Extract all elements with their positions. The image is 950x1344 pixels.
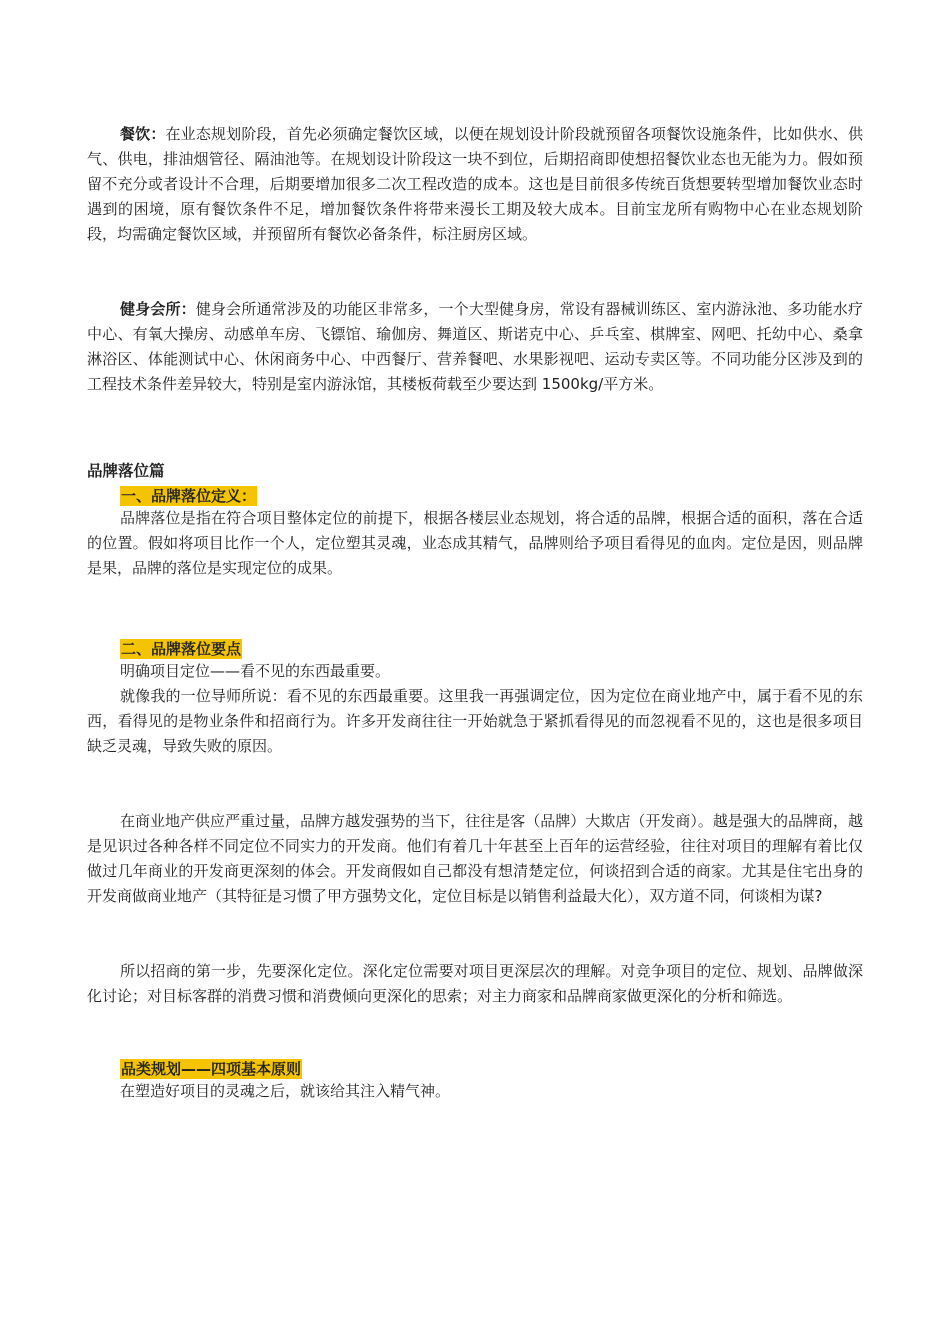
catering-body: 在业态规划阶段，首先必须确定餐饮区域，以便在规划设计阶段就预留各项餐饮设施条件，比如供水、供气、供电，排油烟管径、隔油池等。在规划设计阶段这一块不到位，后期招商即使想招餐饮业态也无能为力。假如预留不充分或者设计不合理，后期要增加很多二次工程改造的成本。这也是目前很多传统百货想要转型增加餐饮业态时遇到的困境，原有餐饮条件不足，增加餐饮条件将带来漫长工期及较大成本。目前宝龙所有购物中心在业态规划阶段，均需确定餐饮区域，并预留所有餐饮必备条件，标注厨房区域。 [87,125,863,243]
spacer [87,759,863,809]
spacer [87,581,863,631]
spacer [87,397,863,447]
points-line: 明确项目定位——看不见的东西最重要。 [120,662,391,680]
spacer [87,1009,863,1059]
document-page [87,122,863,1104]
section-title: 品牌落位篇 [87,462,165,480]
points-paragraph: 就像我的一位导师所说：看不见的东西最重要。这里我一再强调定位，因为定位在商业地产中，属于看不见的东西，看得见的是物业条件和招商行为。许多开发商往往一开始就急于紧抓看得见的而忽视看不见的，这也是很多项目缺乏灵魂，导致失败的原因。 [87,687,863,755]
fitness-paragraph [87,297,863,397]
spacer [87,247,863,297]
catering-lead: 餐饮： [120,125,166,143]
first-step-paragraph: 所以招商的第一步，先要深化定位。深化定位需要对项目更深层次的理解。对竞争项目的定位、规划、品牌做深化讨论；对目标客群的消费习惯和消费倾向更深化的思索；对主力商家和品牌商家做更深化的分析和筛选。 [87,962,863,1005]
category-heading: 品类规划——四项基本原则 [121,1060,302,1078]
catering-paragraph [87,122,863,247]
definition-heading: 一、品牌落位定义： [121,487,257,505]
points-heading: 二、品牌落位要点 [121,640,242,658]
category-line: 在塑造好项目的灵魂之后，就该给其注入精气神。 [120,1082,451,1100]
definition-paragraph: 品牌落位是指在符合项目整体定位的前提下，根据各楼层业态规划，将合适的品牌，根据合适的面积，落在合适的位置。假如将项目比作一个人，定位塑其灵魂，业态成其精气，品牌则给予项目看得见的血肉。定位是因，则品牌是果，品牌的落位是实现定位的成果。 [87,509,863,577]
spacer [87,909,863,959]
fitness-lead: 健身会所： [120,300,196,318]
market-paragraph: 在商业地产供应严重过量，品牌方越发强势的当下，往往是客（品牌）大欺店（开发商）。越是强大的品牌商，越是见识过各种各样不同定位不同实力的开发商。他们有着几十年甚至上百年的运营经验，往往对项目的理解有着比仅做过几年商业的开发商更深刻的体会。开发商假如自己都没有想清楚定位，何谈招到合适的商家。尤其是住宅出身的开发商做商业地产（其特征是习惯了甲方强势文化，定位目标是以销售利益最大化），双方道不同，何谈相为谋? [87,812,863,905]
fitness-body: 健身会所通常涉及的功能区非常多，一个大型健身房，常设有器械训练区、室内游泳池、多功能水疗中心、有氧大操房、动感单车房、飞镖馆、瑜伽房、舞道区、斯诺克中心、乒乓室、棋牌室、网吧、托幼中心、桑拿淋浴区、体能测试中心、休闲商务中心、中西餐厅、营养餐吧、水果影视吧、运动专卖区等。不同功能分区涉及到的工程技术条件差异较大，特别是室内游泳馆，其楼板荷载至少要达到 1500kg/平方米。 [87,300,863,393]
